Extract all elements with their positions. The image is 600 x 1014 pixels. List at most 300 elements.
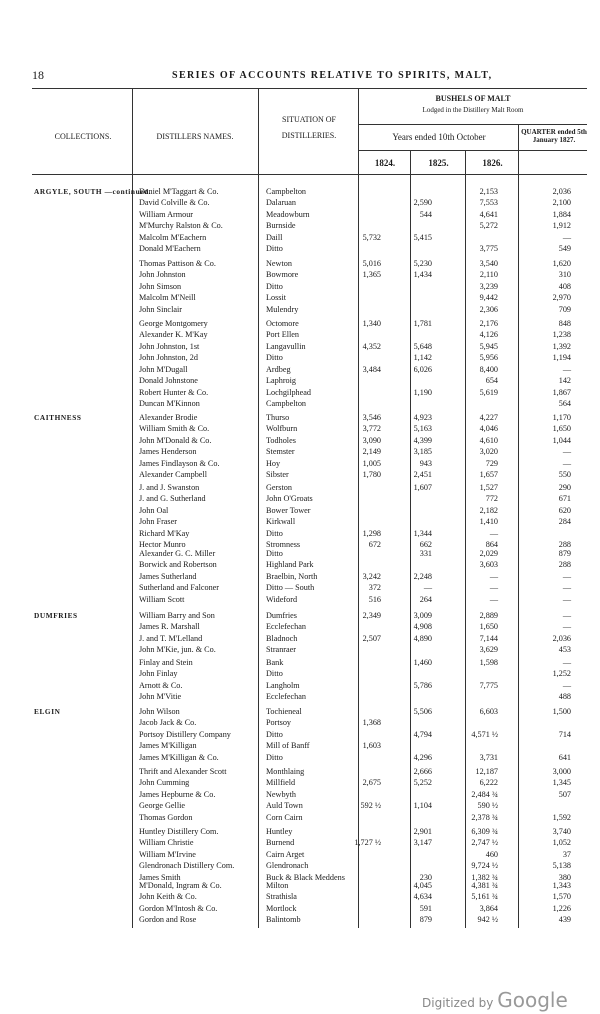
value-quarter: 488 [558,692,571,702]
table-row [0,914,600,925]
distiller-name: James M'Killigan & Co. [139,752,219,762]
distiller-name: William Barry and Son [139,611,215,620]
value-1825: 1,434 [413,270,432,280]
table-row [0,318,600,329]
collection-block [0,412,600,480]
value-1826: 729 [485,458,498,468]
value-quarter: 3,000 [552,767,571,776]
value-1826: 8,400 [479,365,498,374]
table-top-rule [32,88,587,89]
distiller-name: Malcolm M'Neill [139,293,196,303]
table-row [0,849,600,860]
table-row [0,691,600,702]
table-row [0,423,600,434]
distillery-location: Cairn Arget [266,849,305,859]
table-row [0,548,600,559]
value-1825: 879 [419,915,432,925]
value-1824: 1,298 [362,528,381,538]
header-bushels: BUSHELS OF MALT [435,94,511,103]
value-quarter: 1,226 [552,903,571,913]
value-1824: 1,603 [362,741,381,751]
distillery-location: Tochieneal [266,707,302,716]
value-1824: 372 [368,583,381,593]
distillery-location: Ditto [266,243,283,253]
distillery-location: Mill of Banff [266,741,310,751]
table-row [0,292,600,303]
table-row [0,243,600,254]
running-title: SERIES OF ACCOUNTS RELATIVE TO SPIRITS, MALT, [172,70,493,81]
distiller-name: Gordon M'Intosh & Co. [139,903,218,913]
distiller-name: Jacob Jack & Co. [139,718,197,728]
value-1825: 2,666 [413,767,432,776]
distiller-name: Robert Hunter & Co. [139,387,209,397]
distiller-name: Alexander Campbell [139,469,207,479]
value-quarter: — [562,611,571,620]
value-1824: 4,352 [362,341,381,351]
collection-block [0,657,600,703]
value-1826: 5,272 [479,221,498,231]
value-1825: 230 [419,872,432,882]
value-1825: 2,248 [413,571,432,581]
distillery-location: Octomore [266,319,299,328]
distiller-name: Huntley Distillery Com. [139,827,219,836]
value-quarter: 1,343 [552,881,571,890]
value-1825: 1,460 [413,658,432,667]
table-row [0,528,600,539]
value-1825: 2,451 [413,469,432,479]
table-row [0,644,600,655]
distillery-location: Highland Park [266,560,314,570]
distillery-location: Ecclefechan [266,692,306,702]
table-row [0,559,600,570]
distiller-name: Thomas Gordon [139,812,193,822]
value-1826: 3,629 [479,645,498,655]
collection-block [0,880,600,926]
value-1826: 3,864 [479,903,498,913]
value-quarter: 1,044 [552,435,571,445]
value-quarter: 1,620 [552,259,571,268]
distiller-name: Borwick and Robertson [139,560,217,570]
table-row [0,482,600,493]
value-1824: 2,675 [362,778,381,788]
distillery-location: Portsoy [266,718,292,728]
value-1826: 3,239 [479,281,498,291]
distiller-name: Portsoy Distillery Company [139,729,231,739]
value-1826: 1,410 [479,517,498,527]
value-1826: 7,144 [479,633,498,643]
distillery-location: Sibster [266,469,289,479]
distiller-name: William Smith & Co. [139,424,210,434]
value-1824: 1,005 [362,458,381,468]
value-1826: 5,956 [479,353,498,363]
value-1826: 4,610 [479,435,498,445]
google-wordmark: Google [497,988,568,1012]
table-row [0,505,600,516]
distillery-location: Burnend [266,838,295,848]
value-quarter: 550 [558,469,571,479]
digitized-label: Digitized by [422,996,494,1010]
value-1825: 2,901 [413,827,432,836]
distillery-location: Stemster [266,447,295,457]
header-bushels-sub: Lodged in the Distillery Malt Room [422,106,524,114]
value-quarter: 671 [558,494,571,504]
value-1825: — [423,583,432,593]
value-quarter: 714 [558,729,571,739]
distillery-location: Ditto [266,729,283,739]
value-1826: 3,540 [479,259,498,268]
value-quarter: — [562,571,571,581]
distillery-location: Monthlaing [266,767,305,776]
value-1826: 590 ½ [477,801,498,811]
value-1824: 516 [368,594,381,604]
table-row [0,458,600,469]
distillery-location: Buck & Black Meddens [266,872,345,882]
value-1825: 3,185 [413,447,432,457]
value-1825: 1,104 [413,801,432,811]
distiller-name: John Keith & Co. [139,892,197,902]
value-quarter: 1,194 [552,353,571,363]
distillery-location: Dalaruan [266,198,297,208]
value-quarter: 142 [558,376,571,386]
value-1826: 2,176 [479,319,498,328]
value-1825: 2,590 [413,198,432,208]
table-row [0,186,600,197]
value-quarter: 288 [558,539,571,549]
value-quarter: — [562,594,571,604]
value-quarter: 439 [558,915,571,925]
value-1826: 2,182 [479,505,498,515]
distiller-name: J. and G. Sutherland [139,494,206,504]
distiller-name: William Armour [139,209,194,219]
distillery-location: Huntley [266,827,293,836]
distillery-location: Ditto [266,281,283,291]
table-row [0,493,600,504]
value-1825: 1,781 [413,319,432,328]
value-1825: 662 [419,539,432,549]
distillery-location: Campbelton [266,399,307,409]
distiller-name: William Scott [139,594,185,604]
distiller-name: John Fraser [139,517,177,527]
value-1824: 2,349 [362,611,381,620]
table-row [0,516,600,527]
value-1825: 5,786 [413,680,432,690]
distiller-name: John Finlay [139,669,178,679]
table-row [0,752,600,763]
distiller-name: Malcolm M'Eachern [139,232,207,242]
distillery-location: Ardbeg [266,365,291,374]
table-row [0,594,600,605]
value-quarter: 1,170 [552,413,571,422]
table-row [0,387,600,398]
value-1825: 3,147 [413,838,432,848]
distillery-location: Wideford [266,594,298,604]
value-1826: 9,442 [479,293,498,303]
collection-name: ARGYLE, SOUTH —continued. [34,187,152,196]
value-1824: 2,507 [362,633,381,643]
value-1826: 3,775 [479,243,498,253]
header-years-ended: Years ended 10th October [392,132,486,142]
table-row [0,197,600,208]
distillery-location: Lossit [266,293,287,303]
value-1824: 3,484 [362,365,381,374]
distillery-location: Ditto [266,549,283,558]
distiller-name: John M'Vitie [139,692,182,702]
value-1824: 3,090 [362,435,381,445]
value-1826: 5,161 ¾ [471,892,498,902]
distillery-location: Campbelton [266,187,307,196]
collection-name: CAITHNESS [34,413,82,422]
distillery-location: Daill [266,232,283,242]
distillery-location: Bowmore [266,270,299,280]
distillery-location: Port Ellen [266,330,299,340]
collection-block [0,186,600,254]
distillery-location: Langavullin [266,341,306,351]
value-1826: 4,126 [479,330,498,340]
collection-block [0,610,600,656]
table-row [0,706,600,717]
value-1826: 2,306 [479,304,498,314]
table-row [0,269,600,280]
value-1824: 592 ½ [360,801,381,811]
value-1824: 2,149 [362,447,381,457]
collection-block [0,318,600,364]
value-quarter: — [562,365,571,374]
value-quarter: 380 [558,872,571,882]
distiller-name: Sutherland and Falconer [139,583,220,593]
value-1826: 5,619 [479,387,498,397]
distiller-name: Duncan M'Kinnon [139,399,200,409]
value-1826: 1,527 [479,483,498,492]
distillery-location: Braelbin, North [266,571,318,581]
table-row [0,209,600,220]
value-1826: 2,889 [479,611,498,620]
table-header-rule [32,174,587,175]
value-1826: 7,553 [479,198,498,208]
distiller-name: Glendronach Distillery Com. [139,861,235,871]
value-1825: 943 [419,458,432,468]
value-quarter: — [562,658,571,667]
distillery-location: Ditto [266,669,283,679]
value-quarter: 507 [558,789,571,799]
distiller-name: Donald Johnstone [139,376,198,386]
header-quarter: QUARTER ended 5th January 1827. [521,128,587,144]
value-1825: 4,399 [413,435,432,445]
value-1825: 6,026 [413,365,432,374]
value-quarter: — [562,232,571,242]
value-1826: 1,598 [479,658,498,667]
value-quarter: 3,740 [552,827,571,836]
distiller-name: William M'Irvine [139,849,196,859]
collection-block [0,706,600,763]
value-quarter: 1,592 [552,812,571,822]
value-1826: 6,309 ¾ [471,827,498,836]
header-situation: SITUATION OF DISTILLERIES. [281,115,337,140]
collection-block [0,548,600,605]
table-row [0,582,600,593]
value-1825: 1,190 [413,387,432,397]
distiller-name: John M'Donald & Co. [139,435,212,445]
value-1825: 1,344 [413,528,432,538]
distillery-location: Mortlock [266,903,297,913]
table-row [0,375,600,386]
distiller-name: James M'Killigan [139,741,197,751]
collection-block [0,482,600,550]
value-quarter: 5,138 [552,861,571,871]
value-1825: 4,296 [413,752,432,762]
value-1826: 460 [485,849,498,859]
value-1826: 3,731 [479,752,498,762]
value-1826: 12,187 [475,767,498,776]
value-quarter: 2,036 [552,187,571,196]
value-1826: 3,603 [479,560,498,570]
value-quarter: 290 [558,483,571,492]
value-quarter: 709 [558,304,571,314]
distiller-name: J. and T. M'Lelland [139,633,203,643]
digitized-watermark [422,988,568,1012]
value-1824: 1,340 [362,319,381,328]
distiller-name: George Gellie [139,801,185,811]
header-1825: 1825. [428,158,449,168]
header-collections: COLLECTIONS. [54,132,112,141]
distiller-name: James R. Marshall [139,622,200,632]
value-1826: — [489,528,498,538]
value-quarter: 1,392 [552,341,571,351]
value-1826: 4,571 ½ [471,729,498,739]
value-quarter: — [562,583,571,593]
value-quarter: 848 [558,319,571,328]
header-distillers: DISTILLERS NAMES. [156,132,234,141]
collection-name: ELGIN [34,707,61,716]
value-1824: 1,727 ½ [354,838,381,848]
distillery-location: Milton [266,881,289,890]
distiller-name: Arnott & Co. [139,680,183,690]
distiller-name: Donald M'Eachern [139,243,201,253]
value-quarter: — [562,447,571,457]
value-1826: — [489,571,498,581]
value-1824: 3,242 [362,571,381,581]
distiller-name: William Christie [139,838,194,848]
value-quarter: 564 [558,399,571,409]
distiller-name: Alexander K. M'Kay [139,330,208,340]
table-row [0,610,600,621]
distillery-location: John O'Groats [266,494,313,504]
distillery-location: Lochgilphead [266,387,312,397]
value-1825: 5,648 [413,341,432,351]
collection-block [0,766,600,823]
value-1826: 654 [485,376,498,386]
value-quarter: — [562,458,571,468]
value-quarter: 310 [558,270,571,280]
table-row [0,680,600,691]
table-row [0,777,600,788]
header-1824: 1824. [374,158,396,168]
table-row [0,352,600,363]
value-1826: 4,381 ¾ [471,881,498,890]
value-1826: 2,747 ½ [471,838,498,848]
distillery-location: Newton [266,259,292,268]
distiller-name: James Sutherland [139,571,197,581]
distillery-location: Bower Tower [266,505,311,515]
value-1825: 3,009 [413,611,432,620]
table-row [0,668,600,679]
table-row [0,800,600,811]
value-quarter: 1,500 [552,707,571,716]
value-quarter: 288 [558,560,571,570]
value-quarter: 1,884 [552,209,571,219]
collection-name: DUMFRIES [34,611,78,620]
distiller-name: John Simson [139,281,182,291]
distillery-location: Meadowburn [266,209,310,219]
value-quarter: 2,100 [552,198,571,208]
value-1826: 772 [485,494,498,504]
value-1826: 4,641 [479,209,498,219]
table-row [0,435,600,446]
distillery-location: Mulendry [266,304,299,314]
value-1826: 2,110 [479,270,498,280]
distillery-location: Glendronach [266,861,309,871]
value-quarter: — [562,680,571,690]
value-1825: 331 [419,549,432,558]
value-quarter: 1,570 [552,892,571,902]
distiller-name: John Wilson [139,707,180,716]
distillery-location: Ditto — South [266,583,315,593]
distillery-location: Thurso [266,413,290,422]
distiller-name: Alexander G. C. Miller [139,549,216,558]
value-1826: 942 ½ [477,915,498,925]
value-quarter: 284 [558,517,571,527]
value-1825: 4,923 [413,413,432,422]
distillery-location: Dumfries [266,611,297,620]
distiller-name: J. and J. Swanston [139,483,200,492]
value-quarter: 641 [558,752,571,762]
distillery-location: Corn Cairn [266,812,303,822]
distiller-name: John Johnston, 2d [139,353,198,363]
page-number: 18 [32,68,44,82]
years-rule [358,124,587,125]
value-1824: 672 [368,539,381,549]
value-quarter: 2,036 [552,633,571,643]
table-row [0,729,600,740]
value-1826: 2,029 [479,549,498,558]
table-row [0,766,600,777]
table-row [0,281,600,292]
value-1825: 5,163 [413,424,432,434]
distiller-name: John Oal [139,505,169,515]
value-1825: 264 [419,594,432,604]
table-row [0,446,600,457]
distiller-name: James Hepburne & Co. [139,789,216,799]
collection-block [0,364,600,410]
value-1824: 1,368 [362,718,381,728]
distillery-location: Todholes [266,435,296,445]
value-quarter: 408 [558,281,571,291]
table-row [0,789,600,800]
value-1826: 3,020 [479,447,498,457]
table-row [0,860,600,871]
value-1824: 1,365 [362,270,381,280]
value-1825: 4,634 [413,892,432,902]
distiller-name: George Montgomery [139,319,208,328]
distillery-location: Auld Town [266,801,303,811]
value-1825: 544 [419,209,432,219]
value-1826: 2,484 ¾ [471,789,498,799]
value-1824: 5,016 [362,259,381,268]
value-quarter: 1,252 [552,669,571,679]
distiller-name: John Sinclair [139,304,182,314]
value-1825: 5,506 [413,707,432,716]
table-row [0,891,600,902]
distillery-location: Ditto [266,752,283,762]
